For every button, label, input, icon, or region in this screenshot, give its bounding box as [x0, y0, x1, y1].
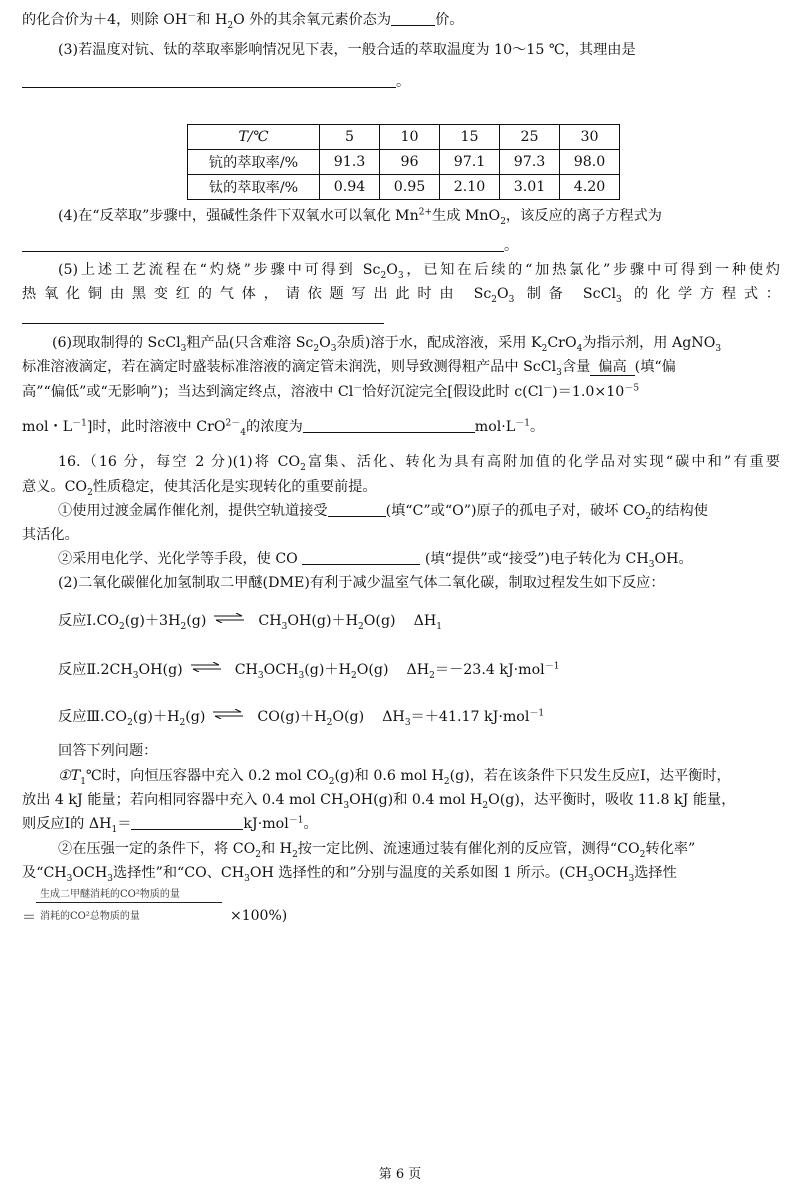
- answer-blank[interactable]: [328, 502, 386, 517]
- table-cell: 钛的萃取率/%: [188, 175, 320, 200]
- q16-intro-line1: 16.（16 分，每空 2 分)(1)将 $CO_2$富集、活化、转化为具有高附加值的化学品对实现“碳中和”有重要: [58, 454, 780, 473]
- q16-item2: ②采用电化学、光化学等手段，使 CO (填“提供”或“接受”)电子转化为 $CH_3OH$。: [58, 551, 693, 570]
- extraction-rate-table: [187, 124, 620, 200]
- filled-answer: 偏高: [590, 359, 634, 376]
- fraction-bar: [36, 902, 222, 903]
- answer-blank[interactable]: [22, 237, 504, 252]
- reaction-3: 反应$Ⅲ.CO_2(g)+H_2(g)$ $CO(g)+H_2O(g)$ $\Delta H_3=+41.17$ kJ·mol$^{-1}$: [58, 708, 545, 728]
- q15-part4-question: (4)在“反萃取”步骤中，强碱性条件下双氧水可以氧化 $Mn^{2+}$生成 MnO$_2$，该反应的离子方程式为: [58, 207, 662, 227]
- table-cell: 2.10: [440, 175, 500, 200]
- q16-sub1-line3: 则反应Ⅰ的 $\Delta H_1= kJ\cdot mol^{-1}$。: [22, 815, 318, 835]
- equilibrium-arrow-icon: [214, 613, 244, 623]
- fraction-denominator: 消耗的CO²总物质的量: [40, 911, 140, 922]
- table-cell: 0.94: [320, 175, 380, 200]
- answer-blank[interactable]: [303, 418, 475, 433]
- page-number: 第 6 页: [378, 1167, 422, 1182]
- q15-part6-line3: 高”“偏低”或“无影响”)；当达到滴定终点，溶液中 Cl－恰好沉淀完全[假设此时 $c(Cl^-)=1.0\times 10^{-5}$: [22, 383, 640, 400]
- table-cell: 3.01: [500, 175, 560, 200]
- table-header-cell: 5: [320, 125, 380, 150]
- q15-part5-line2: 热氧化铜由黑变红的气体，请依题写出此时由 $Sc_2O_3$ 制备 ScCl$_3$ 的化学方程式：: [22, 286, 780, 305]
- equilibrium-arrow-icon: [213, 709, 243, 719]
- table-header-row: [188, 125, 620, 150]
- table-header-cell: 30: [560, 125, 620, 150]
- answer-blank[interactable]: [391, 11, 435, 26]
- table-header-cell: 25: [500, 125, 560, 150]
- table-row: [188, 150, 620, 175]
- answer-blank[interactable]: [302, 550, 420, 565]
- table-cell: 97.1: [440, 150, 500, 175]
- q15-part5-line1: (5)上述工艺流程在“灼烧”步骤中可得到 $Sc_2O_3$，已知在后续的“加热氯化”步骤中可得到一种使灼: [58, 262, 780, 281]
- q15-part3-answer-line: 。: [22, 72, 780, 92]
- table-cell: 钪的萃取率/%: [188, 150, 320, 175]
- q16-sub1-line1: $①T_1℃$时，向恒压容器中充入 0.2 mol $CO_2(g)$和 0.6 mol $H_2(g)$，若在该条件下只发生反应Ⅰ，达平衡时，: [58, 768, 731, 787]
- q15-part6-line4: mol・$L^{-1}$]时，此时溶液中 CrO$^{2-}_4$的浓度为 $mol\cdot L^{-1}$。: [22, 418, 545, 438]
- table-cell: 97.3: [500, 150, 560, 175]
- q15-part5-answer-line: [22, 308, 780, 328]
- q15-part4-answer-line: 。: [22, 236, 780, 256]
- equals-sign: ＝: [22, 910, 36, 926]
- table-row: [188, 175, 620, 200]
- q16-item1-line1: ①使用过渡金属作催化剂，提供空轨道接受 (填“C”或“O”)原子的孤电子对，破坏 $CO_2$的结构使: [58, 503, 708, 522]
- fraction-tail: ×100%): [230, 908, 288, 924]
- equilibrium-arrow-icon: [191, 662, 221, 672]
- table-cell: 98.0: [560, 150, 620, 175]
- q16-sub1-line2: 放出 4 kJ 能量；若向相同容器中充入 0.4 mol $CH_3OH(g)$和 0.4 mol $H_2O(g)$，达平衡时，吸收 11.8 kJ 能量，: [22, 792, 736, 811]
- table-cell: 4.20: [560, 175, 620, 200]
- q15-part3-question: (3)若温度对钪、钛的萃取率影响情况见下表，一般合适的萃取温度为 10～15 ℃，其理由是: [58, 42, 636, 58]
- answer-blank[interactable]: [131, 815, 243, 830]
- table-cell: 96: [380, 150, 440, 175]
- table-cell: 0.95: [380, 175, 440, 200]
- q16-ask: 回答下列问题：: [58, 743, 158, 759]
- q16-intro-line2: 意义。$CO_2$性质稳定，使其活化是实现转化的重要前提。: [22, 479, 377, 498]
- table-header-cell: 15: [440, 125, 500, 150]
- fraction-numerator: 生成二甲醚消耗的CO²物质的量: [40, 889, 180, 900]
- reaction-1: 反应$Ⅰ.CO_2(g)+3H_2(g)$ $CH_3OH(g)+H_2O(g)$ $\Delta H_1$: [58, 613, 442, 632]
- answer-blank[interactable]: [22, 73, 396, 88]
- table-cell: 91.3: [320, 150, 380, 175]
- q16-part2-intro: (2)二氧化碳催化加氢制取二甲醚(DME)有利于减少温室气体二氧化碳，制取过程发生如下反应：: [58, 575, 665, 591]
- q15-part6-line2: 标准溶液滴定，若在滴定时盛装标准溶液的滴定管未润洗，则导致测得粗产品中 ScCl$_3$含量 偏高 (填“偏: [22, 359, 676, 378]
- q16-sub2-line2: 及“$CH_3OCH_3$选择性”和“CO、$CH_3OH$ 选择性的和”分别与温度的关系如图 1 所示。($CH_3OCH_3$选择性: [22, 865, 677, 884]
- table-header-cell: T/℃: [188, 125, 320, 150]
- q15-part2-continuation: 的化合价为＋4，则除 OH－和 $H_2O$ 外的其余氧元素价态为 价。: [22, 11, 464, 31]
- reaction-2: 反应$Ⅱ.2CH_3OH(g)$ $CH_3OCH_3(g)+H_2O(g)$ $\Delta H_2=-23.4$ kJ·mol$^{-1}$: [58, 661, 560, 681]
- q15-part6-line1: (6)现取制得的 ScCl$_3$粗产品(只含难溶 $Sc_2O_3$杂质)溶于水，配成溶液，采用 $K_2CrO_4$为指示剂，用 AgNO$_3$: [52, 335, 722, 354]
- q16-item1-line2: 其活化。: [22, 527, 79, 543]
- answer-blank[interactable]: [22, 309, 384, 324]
- table-header-cell: 10: [380, 125, 440, 150]
- q16-sub2-line1: ②在压强一定的条件下，将 $CO_2$和 $H_2$按一定比例、流速通过装有催化剂的反应管，测得“$CO_2$转化率”: [58, 841, 696, 860]
